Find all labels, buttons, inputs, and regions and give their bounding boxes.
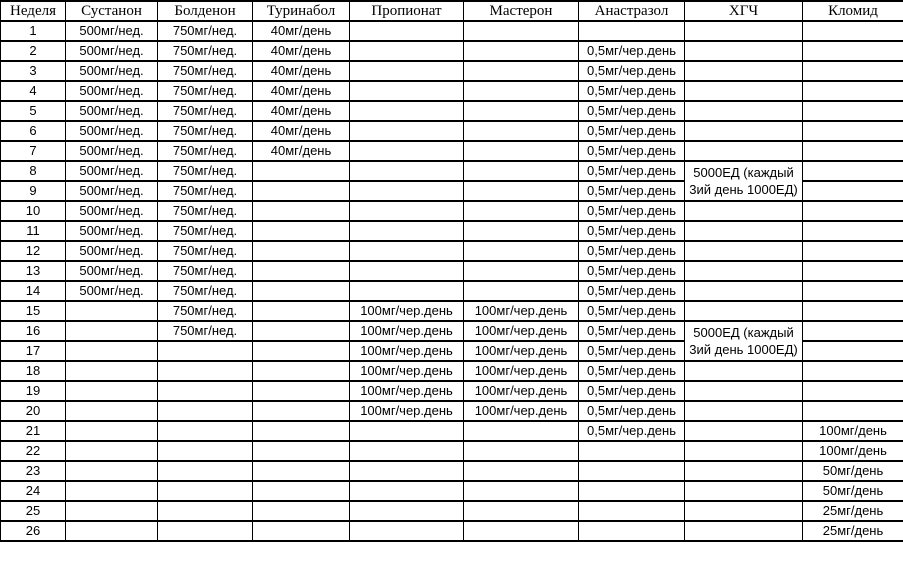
cell-turinabol <box>253 181 350 201</box>
cell-anastrazol: 0,5мг/чер.день <box>579 81 685 101</box>
cell-anastrazol: 0,5мг/чер.день <box>579 101 685 121</box>
week-number: 22 <box>1 441 66 461</box>
cell-anastrazol: 0,5мг/чер.день <box>579 201 685 221</box>
cell-propionat: 100мг/чер.день <box>350 321 464 341</box>
cell-clomid: 100мг/день <box>803 441 903 461</box>
cell-sustanon: 500мг/нед. <box>66 281 158 301</box>
cell-clomid <box>803 101 903 121</box>
cell-masteron <box>464 201 579 221</box>
cell-hcg <box>685 41 803 61</box>
cell-turinabol: 40мг/день <box>253 21 350 41</box>
cell-anastrazol: 0,5мг/чер.день <box>579 141 685 161</box>
cell-clomid <box>803 341 903 361</box>
cell-turinabol: 40мг/день <box>253 121 350 141</box>
cell-boldenon: 750мг/нед. <box>158 81 253 101</box>
cell-masteron <box>464 501 579 521</box>
cell-anastrazol: 0,5мг/чер.день <box>579 261 685 281</box>
column-header-turinabol: Туринабол <box>253 1 350 21</box>
cell-boldenon <box>158 401 253 421</box>
week-row-20 <box>1 401 903 421</box>
cell-propionat <box>350 81 464 101</box>
column-header-week: Неделя <box>1 1 66 21</box>
column-header-hcg: ХГЧ <box>685 1 803 21</box>
cell-masteron <box>464 121 579 141</box>
cell-hcg <box>685 481 803 501</box>
cell-hcg <box>685 301 803 321</box>
column-header-boldenon: Болденон <box>158 1 253 21</box>
cell-turinabol <box>253 461 350 481</box>
week-row-19 <box>1 381 903 401</box>
cell-masteron <box>464 521 579 541</box>
cell-sustanon: 500мг/нед. <box>66 61 158 81</box>
week-number: 17 <box>1 341 66 361</box>
week-number: 3 <box>1 61 66 81</box>
cell-masteron: 100мг/чер.день <box>464 321 579 341</box>
cell-sustanon <box>66 441 158 461</box>
cell-hcg <box>685 381 803 401</box>
cell-propionat: 100мг/чер.день <box>350 401 464 421</box>
cell-masteron <box>464 461 579 481</box>
cell-masteron <box>464 421 579 441</box>
cell-anastrazol <box>579 461 685 481</box>
cell-sustanon: 500мг/нед. <box>66 41 158 61</box>
cell-hcg <box>685 361 803 381</box>
cell-propionat: 100мг/чер.день <box>350 341 464 361</box>
cell-sustanon <box>66 521 158 541</box>
week-number: 19 <box>1 381 66 401</box>
cell-propionat <box>350 61 464 81</box>
week-number: 5 <box>1 101 66 121</box>
cell-clomid <box>803 81 903 101</box>
cell-clomid <box>803 201 903 221</box>
cell-clomid <box>803 161 903 181</box>
cell-masteron <box>464 101 579 121</box>
week-number: 14 <box>1 281 66 301</box>
week-row-18 <box>1 361 903 381</box>
cell-propionat <box>350 221 464 241</box>
cell-turinabol <box>253 401 350 421</box>
cell-boldenon: 750мг/нед. <box>158 261 253 281</box>
cell-hcg <box>685 121 803 141</box>
cell-boldenon: 750мг/нед. <box>158 181 253 201</box>
week-number: 10 <box>1 201 66 221</box>
cell-masteron <box>464 61 579 81</box>
cell-clomid <box>803 281 903 301</box>
cell-hcg <box>685 501 803 521</box>
cell-boldenon: 750мг/нед. <box>158 61 253 81</box>
cell-hcg <box>685 401 803 421</box>
cell-propionat: 100мг/чер.день <box>350 361 464 381</box>
cell-boldenon: 750мг/нед. <box>158 221 253 241</box>
cell-propionat <box>350 421 464 441</box>
cell-propionat: 100мг/чер.день <box>350 381 464 401</box>
cell-masteron <box>464 81 579 101</box>
week-row-14 <box>1 281 903 301</box>
week-number: 25 <box>1 501 66 521</box>
cell-propionat <box>350 161 464 181</box>
cell-turinabol: 40мг/день <box>253 61 350 81</box>
cell-sustanon: 500мг/нед. <box>66 81 158 101</box>
cell-clomid <box>803 401 903 421</box>
cell-clomid <box>803 181 903 201</box>
cell-masteron <box>464 241 579 261</box>
cell-boldenon <box>158 381 253 401</box>
cell-propionat <box>350 441 464 461</box>
cell-boldenon: 750мг/нед. <box>158 41 253 61</box>
cell-sustanon <box>66 501 158 521</box>
cell-masteron <box>464 441 579 461</box>
cell-masteron: 100мг/чер.день <box>464 341 579 361</box>
cell-boldenon: 750мг/нед. <box>158 121 253 141</box>
cell-sustanon: 500мг/нед. <box>66 201 158 221</box>
cell-sustanon: 500мг/нед. <box>66 121 158 141</box>
cell-anastrazol: 0,5мг/чер.день <box>579 361 685 381</box>
cell-sustanon: 500мг/нед. <box>66 261 158 281</box>
table-body <box>1 21 903 541</box>
cell-sustanon <box>66 381 158 401</box>
week-row-26 <box>1 521 903 541</box>
cell-boldenon <box>158 521 253 541</box>
cell-propionat <box>350 181 464 201</box>
hcg-note-line: 5000ЕД (каждый <box>693 165 794 180</box>
cell-anastrazol: 0,5мг/чер.день <box>579 121 685 141</box>
cell-boldenon: 750мг/нед. <box>158 201 253 221</box>
week-number: 16 <box>1 321 66 341</box>
week-row-2 <box>1 41 903 61</box>
cell-propionat <box>350 281 464 301</box>
week-number: 7 <box>1 141 66 161</box>
cell-turinabol: 40мг/день <box>253 141 350 161</box>
week-number: 4 <box>1 81 66 101</box>
cell-anastrazol: 0,5мг/чер.день <box>579 41 685 61</box>
week-number: 2 <box>1 41 66 61</box>
cell-clomid: 50мг/день <box>803 481 903 501</box>
cell-turinabol: 40мг/день <box>253 41 350 61</box>
week-row-5 <box>1 101 903 121</box>
cell-clomid: 25мг/день <box>803 521 903 541</box>
cell-boldenon: 750мг/нед. <box>158 101 253 121</box>
cell-masteron: 100мг/чер.день <box>464 381 579 401</box>
week-row-4 <box>1 81 903 101</box>
column-header-sustanon: Сустанон <box>66 1 158 21</box>
week-number: 11 <box>1 221 66 241</box>
week-row-8 <box>1 161 903 181</box>
cell-sustanon <box>66 461 158 481</box>
cell-turinabol <box>253 201 350 221</box>
hcg-note-line: 5000ЕД (каждый <box>693 325 794 340</box>
cell-masteron <box>464 41 579 61</box>
hcg-note-line: 3ий день 1000ЕД) <box>689 342 798 357</box>
cell-boldenon <box>158 481 253 501</box>
week-row-1 <box>1 21 903 41</box>
week-number: 21 <box>1 421 66 441</box>
cell-anastrazol: 0,5мг/чер.день <box>579 241 685 261</box>
cell-anastrazol <box>579 521 685 541</box>
cell-hcg <box>685 321 803 361</box>
cell-turinabol <box>253 501 350 521</box>
cell-anastrazol: 0,5мг/чер.день <box>579 221 685 241</box>
week-row-25 <box>1 501 903 521</box>
cell-clomid <box>803 121 903 141</box>
cell-hcg <box>685 61 803 81</box>
week-row-23 <box>1 461 903 481</box>
cell-turinabol <box>253 361 350 381</box>
cell-sustanon: 500мг/нед. <box>66 161 158 181</box>
week-row-6 <box>1 121 903 141</box>
cell-sustanon <box>66 341 158 361</box>
cell-clomid <box>803 321 903 341</box>
cell-propionat <box>350 261 464 281</box>
cell-turinabol <box>253 341 350 361</box>
cell-boldenon: 750мг/нед. <box>158 161 253 181</box>
week-row-10 <box>1 201 903 221</box>
week-number: 9 <box>1 181 66 201</box>
cell-propionat <box>350 461 464 481</box>
cell-clomid <box>803 61 903 81</box>
cell-hcg <box>685 441 803 461</box>
column-header-clomid: Кломид <box>803 1 903 21</box>
cell-masteron <box>464 161 579 181</box>
cell-sustanon <box>66 401 158 421</box>
cell-anastrazol: 0,5мг/чер.день <box>579 421 685 441</box>
cell-sustanon: 500мг/нед. <box>66 181 158 201</box>
week-number: 1 <box>1 21 66 41</box>
cell-turinabol <box>253 421 350 441</box>
cell-masteron <box>464 281 579 301</box>
cell-propionat <box>350 501 464 521</box>
week-number: 20 <box>1 401 66 421</box>
cell-propionat <box>350 201 464 221</box>
cell-clomid: 100мг/день <box>803 421 903 441</box>
week-number: 15 <box>1 301 66 321</box>
cell-turinabol <box>253 301 350 321</box>
hcg-note-line: 3ий день 1000ЕД) <box>689 182 798 197</box>
header-row <box>1 1 903 21</box>
cell-hcg <box>685 161 803 201</box>
cell-sustanon <box>66 301 158 321</box>
week-number: 13 <box>1 261 66 281</box>
cell-anastrazol: 0,5мг/чер.день <box>579 381 685 401</box>
week-row-22 <box>1 441 903 461</box>
cell-turinabol: 40мг/день <box>253 81 350 101</box>
week-row-13 <box>1 261 903 281</box>
week-number: 8 <box>1 161 66 181</box>
cell-anastrazol: 0,5мг/чер.день <box>579 301 685 321</box>
column-header-propionat: Пропионат <box>350 1 464 21</box>
cell-boldenon <box>158 501 253 521</box>
cell-hcg <box>685 101 803 121</box>
cell-turinabol <box>253 521 350 541</box>
column-header-masteron: Мастерон <box>464 1 579 21</box>
cell-boldenon: 750мг/нед. <box>158 241 253 261</box>
cell-boldenon <box>158 341 253 361</box>
week-row-16 <box>1 321 903 341</box>
cell-sustanon: 500мг/нед. <box>66 241 158 261</box>
cell-boldenon <box>158 361 253 381</box>
week-number: 12 <box>1 241 66 261</box>
cell-anastrazol <box>579 441 685 461</box>
cell-masteron <box>464 221 579 241</box>
cell-sustanon: 500мг/нед. <box>66 101 158 121</box>
cell-turinabol <box>253 441 350 461</box>
cell-hcg <box>685 21 803 41</box>
cell-propionat <box>350 521 464 541</box>
cell-anastrazol: 0,5мг/чер.день <box>579 401 685 421</box>
cell-anastrazol: 0,5мг/чер.день <box>579 321 685 341</box>
cell-turinabol: 40мг/день <box>253 101 350 121</box>
week-row-12 <box>1 241 903 261</box>
cell-turinabol <box>253 161 350 181</box>
cell-clomid <box>803 41 903 61</box>
cell-anastrazol <box>579 21 685 41</box>
cell-turinabol <box>253 481 350 501</box>
cell-anastrazol: 0,5мг/чер.день <box>579 61 685 81</box>
cell-sustanon <box>66 361 158 381</box>
cell-masteron <box>464 141 579 161</box>
cell-masteron: 100мг/чер.день <box>464 361 579 381</box>
week-row-3 <box>1 61 903 81</box>
cell-turinabol <box>253 261 350 281</box>
cell-turinabol <box>253 281 350 301</box>
cell-propionat <box>350 481 464 501</box>
cell-clomid: 50мг/день <box>803 461 903 481</box>
cell-masteron <box>464 261 579 281</box>
cell-boldenon: 750мг/нед. <box>158 281 253 301</box>
cell-sustanon: 500мг/нед. <box>66 21 158 41</box>
cell-hcg <box>685 281 803 301</box>
week-row-11 <box>1 221 903 241</box>
cell-hcg <box>685 461 803 481</box>
week-row-24 <box>1 481 903 501</box>
cell-hcg <box>685 421 803 441</box>
week-row-7 <box>1 141 903 161</box>
cell-clomid <box>803 241 903 261</box>
cell-propionat <box>350 141 464 161</box>
cell-anastrazol <box>579 481 685 501</box>
cell-propionat <box>350 41 464 61</box>
cell-clomid <box>803 301 903 321</box>
cell-anastrazol: 0,5мг/чер.день <box>579 181 685 201</box>
cell-boldenon: 750мг/нед. <box>158 141 253 161</box>
column-header-anastrazol: Анастразол <box>579 1 685 21</box>
cell-boldenon <box>158 441 253 461</box>
cell-clomid: 25мг/день <box>803 501 903 521</box>
cell-propionat <box>350 21 464 41</box>
cell-propionat <box>350 241 464 261</box>
cell-clomid <box>803 361 903 381</box>
cell-sustanon <box>66 421 158 441</box>
cell-propionat <box>350 101 464 121</box>
cell-hcg <box>685 521 803 541</box>
cell-clomid <box>803 261 903 281</box>
cell-boldenon: 750мг/нед. <box>158 321 253 341</box>
cell-propionat: 100мг/чер.день <box>350 301 464 321</box>
cell-sustanon <box>66 321 158 341</box>
week-row-15 <box>1 301 903 321</box>
cell-hcg <box>685 81 803 101</box>
cell-boldenon <box>158 421 253 441</box>
cell-hcg <box>685 261 803 281</box>
cell-clomid <box>803 381 903 401</box>
cell-propionat <box>350 121 464 141</box>
cell-boldenon <box>158 461 253 481</box>
cell-anastrazol: 0,5мг/чер.день <box>579 161 685 181</box>
cell-clomid <box>803 21 903 41</box>
cell-hcg <box>685 141 803 161</box>
week-number: 26 <box>1 521 66 541</box>
cell-turinabol <box>253 241 350 261</box>
cell-clomid <box>803 141 903 161</box>
cell-hcg <box>685 201 803 221</box>
week-row-21 <box>1 421 903 441</box>
cell-sustanon: 500мг/нед. <box>66 221 158 241</box>
cell-anastrazol: 0,5мг/чер.день <box>579 281 685 301</box>
cell-boldenon: 750мг/нед. <box>158 21 253 41</box>
cell-turinabol <box>253 221 350 241</box>
week-number: 6 <box>1 121 66 141</box>
cell-anastrazol <box>579 501 685 521</box>
cell-boldenon: 750мг/нед. <box>158 301 253 321</box>
cell-masteron: 100мг/чер.день <box>464 401 579 421</box>
cell-masteron <box>464 181 579 201</box>
cell-turinabol <box>253 321 350 341</box>
week-number: 18 <box>1 361 66 381</box>
cell-turinabol <box>253 381 350 401</box>
week-number: 24 <box>1 481 66 501</box>
cell-masteron: 100мг/чер.день <box>464 301 579 321</box>
cell-clomid <box>803 221 903 241</box>
cell-sustanon: 500мг/нед. <box>66 141 158 161</box>
cell-hcg <box>685 241 803 261</box>
cell-anastrazol: 0,5мг/чер.день <box>579 341 685 361</box>
cell-masteron <box>464 21 579 41</box>
week-number: 23 <box>1 461 66 481</box>
table-header <box>1 1 903 21</box>
cell-hcg <box>685 221 803 241</box>
cell-masteron <box>464 481 579 501</box>
cell-sustanon <box>66 481 158 501</box>
